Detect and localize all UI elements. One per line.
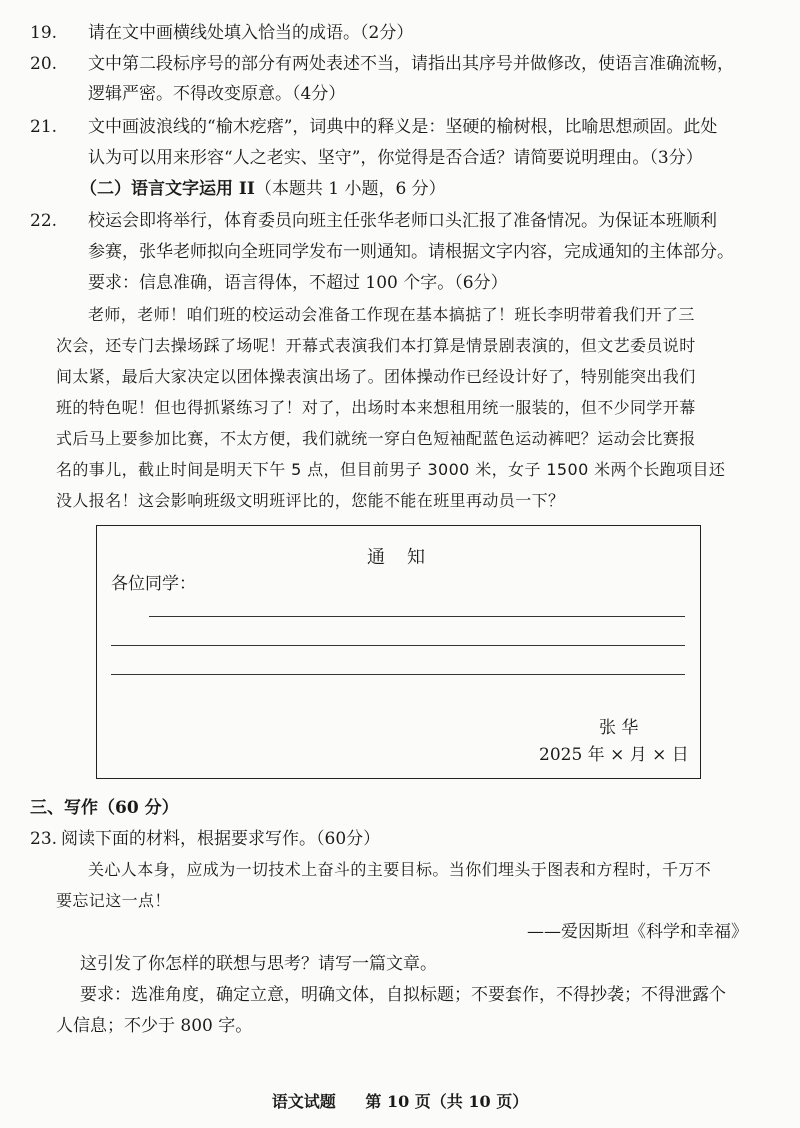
quote-line: 关心人本身，应成为一切技术上奋斗的主要目标。当你们埋头于图表和方程时，千万不	[88, 860, 712, 879]
section-3-heading: 三、写作（60 分）	[30, 798, 179, 818]
footer-subject: 语文试题	[271, 1092, 336, 1111]
material-line: 间太紧，最后大家决定以团体操表演出场了。团体操动作已经设计好了，特别能突出我们	[56, 367, 696, 386]
writing-requirement: 要求：选准角度，确定立意，明确文体，自拟标题；不要套作，不得抄袭；不得泄露个	[80, 985, 726, 1005]
question-21	[30, 115, 717, 139]
answer-blank-line[interactable]	[149, 616, 685, 617]
section-note: （本题共 1 小题，6 分）	[254, 179, 446, 199]
quote-attribution: ——爱因斯坦《科学和幸福》	[527, 922, 748, 942]
notice-title: 通 知	[367, 547, 427, 568]
material-line: 老师，老师！咱们班的校运动会准备工作现在基本搞掂了！班长李明带着我们开了三	[88, 305, 695, 324]
question-22-requirement: 要求：信息准确，语言得体，不超过 100 个字。（6分）	[88, 273, 508, 293]
material-line: 次会，还专门去操场踩了场呢！开幕式表演我们本打算是情景剧表演的，但文艺委员说时	[56, 336, 696, 355]
question-number: 21.	[30, 117, 58, 137]
material-line: 式后马上要参加比赛，不太方便，我们就统一穿白色短袖配蓝色运动裤吧？运动会比赛报	[56, 429, 696, 448]
question-19	[30, 21, 413, 45]
question-20	[30, 52, 734, 76]
question-text: 请在文中画横线处填入恰当的成语。（2分）	[88, 23, 414, 43]
question-number: 22.	[30, 211, 58, 231]
question-number: 23.	[30, 829, 58, 849]
writing-requirement-cont: 人信息；不少于 800 字。	[56, 1016, 253, 1036]
question-20-cont: 逻辑严密。不得改变原意。（4分）	[88, 84, 346, 104]
question-22	[30, 209, 717, 233]
section-2-heading	[80, 177, 446, 201]
question-22-cont: 参赛，张华老师拟向全班同学发布一则通知。请根据文字内容，完成通知的主体部分。	[88, 242, 734, 262]
answer-blank-line[interactable]	[111, 674, 685, 675]
notice-date: 2025 年 × 月 × 日	[539, 745, 689, 765]
page-footer	[0, 1089, 800, 1112]
notice-answer-box	[96, 525, 701, 779]
answer-blank-line[interactable]	[111, 645, 685, 646]
material-line: 没人报名！这会影响班级文明班评比的，您能不能在班里再动员一下？	[56, 491, 565, 510]
question-number: 19.	[30, 23, 58, 43]
question-text: 文中第二段标序号的部分有两处表述不当，请指出其序号并做修改，使语言准确流畅，	[88, 54, 734, 74]
question-text: 文中画波浪线的“榆木疙瘩”，词典中的释义是：坚硬的榆树根，比喻思想顽固。此处	[88, 117, 718, 137]
footer-page-number: 第 10 页（共 10 页）	[365, 1092, 529, 1111]
material-line: 名的事儿，截止时间是明天下午 5 点，但目前男子 3000 米，女子 1500 米两个长跑项目还	[56, 460, 726, 479]
material-line: 班的特色呢！但也得抓紧练习了！对了，出场时本来想租用统一服装的，但不少同学开幕	[56, 398, 696, 417]
quote-line: 要忘记这一点！	[56, 891, 171, 910]
question-number: 20.	[30, 54, 58, 74]
writing-prompt: 这引发了你怎样的联想与思考？请写一篇文章。	[80, 954, 437, 974]
question-text: 校运会即将举行，体育委员向班主任张华老师口头汇报了准备情况。为保证本班顺利	[88, 211, 717, 231]
question-text: 阅读下面的材料，根据要求写作。（60分）	[61, 829, 381, 849]
notice-signer: 张 华	[599, 718, 639, 738]
question-21-cont: 认为可以用来形容“人之老实、坚守”，你觉得是否合适？请简要说明理由。（3分）	[88, 148, 703, 168]
notice-greeting: 各位同学：	[111, 574, 196, 594]
section-title: （二）语言文字运用 II	[80, 179, 255, 199]
question-23	[30, 827, 380, 851]
